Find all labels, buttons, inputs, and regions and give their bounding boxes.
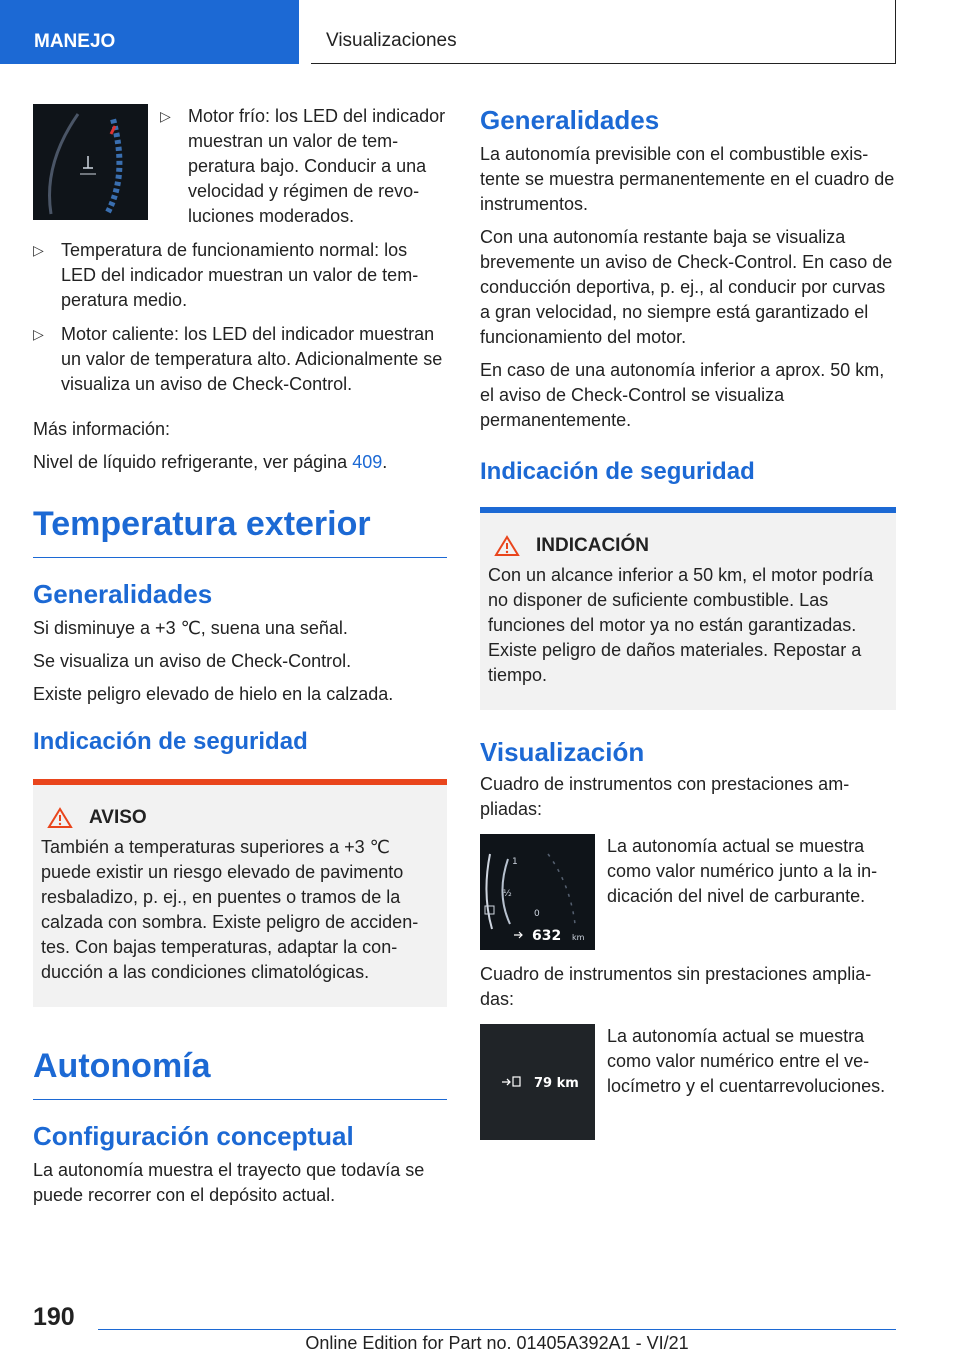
bullet-hot-engine: ▷ Motor caliente: los LED del indicador muestran un valor de temperatura alto. Adicionalmente se visualiza un aviso de Check-Control.	[33, 324, 443, 394]
general-paragraph-3: En caso de una autonomía inferior a aprox. 50 km, el aviso de Check-Control se visualiza permanentemente.	[480, 360, 885, 430]
chapter-tab: Visualizaciones	[311, 0, 896, 64]
page-number: 190	[33, 1303, 75, 1331]
extended-cluster-image	[480, 834, 595, 950]
section-tab: MANEJO	[0, 0, 299, 64]
subsection-title-safety-right: Indicación de seguridad	[480, 458, 755, 485]
subsection-title-safety: Indicación de seguridad	[33, 728, 308, 755]
range-unit: km	[572, 933, 585, 942]
temp-paragraph-3: Existe peligro elevado de hielo en la calzada.	[33, 684, 394, 704]
section-title-exterior-temp: Temperatura exterior	[33, 503, 447, 558]
extended-cluster-intro: Cuadro de instrumentos con prestaciones ampliadas:	[480, 774, 850, 819]
footer-edition: Online Edition for Part no. 01405A392A1 - VI/21	[305, 1333, 689, 1353]
left-column	[33, 104, 447, 1208]
page-link-409[interactable]: 409	[352, 452, 383, 472]
range-value-basic: 79 km	[534, 1076, 579, 1091]
section-title-range: Autonomía	[33, 1045, 447, 1100]
note-text: Con un alcance inferior a 50 km, el motor podría no disponer de suficiente combustible. Las funciones del motor ya no están garantizadas. Existe peligro de daños materiales. Repostar a tiempo.	[488, 565, 874, 685]
temp-paragraph-1: Si disminuye a +3 ℃, suena una señal.	[33, 618, 348, 638]
gauge-half-mark: ½	[503, 889, 512, 899]
warning-triangle-icon	[47, 807, 73, 829]
bullet-normal-temp: ▷ Temperatura de funcionamiento normal: los LED del indicador muestran un valor de temperatura medio.	[33, 240, 419, 310]
triangle-bullet-icon: ▷	[33, 326, 44, 342]
general-paragraph-1: La autonomía previsible con el combustible existente se muestra permanentemente en el cuadro de instrumentos.	[480, 144, 895, 214]
gauge-full-mark: 1	[512, 857, 518, 867]
subsection-title-general-right: Generalidades	[480, 105, 660, 135]
subsection-title-general: Generalidades	[33, 579, 213, 609]
bullet-cold-engine: ▷ Motor frío: los LED del indicador muestran un valor de temperatura bajo. Conducir a una velocidad y régimen de revoluciones moderados.	[160, 106, 446, 226]
more-info-label: Más información:	[33, 419, 171, 439]
basic-cluster-image	[480, 1024, 595, 1140]
extended-cluster-text: La autonomía actual se muestra como valor numérico junto a la indicación del nivel de carburante.	[607, 836, 878, 906]
concept-text: La autonomía muestra el trayecto que todavía se puede recorrer con el depósito actual.	[33, 1160, 425, 1205]
coolant-reference: Nivel de líquido refrigerante, ver página 409.	[33, 452, 388, 472]
note-label: INDICACIÓN	[536, 535, 649, 556]
temperature-gauge-image	[33, 104, 148, 220]
subsection-title-concept: Configuración conceptual	[33, 1121, 354, 1151]
basic-cluster-intro: Cuadro de instrumentos sin prestaciones ampliadas:	[480, 964, 872, 1009]
triangle-bullet-icon: ▷	[160, 108, 171, 124]
right-column	[480, 104, 896, 1140]
warning-label: AVISO	[89, 807, 147, 828]
warning-triangle-icon	[494, 535, 520, 557]
gauge-empty-mark: 0	[534, 909, 540, 919]
triangle-bullet-icon: ▷	[33, 242, 44, 258]
note-box	[480, 507, 896, 710]
warning-box	[33, 779, 447, 1007]
general-paragraph-2: Con una autonomía restante baja se visualiza brevemente un aviso de Check-Control. En caso de conducción deportiva, p. ej., al conducir por curvas a gran velocidad, no siempre está garantizado el funcionamiento del motor.	[480, 227, 893, 347]
temp-paragraph-2: Se visualiza un aviso de Check-Control.	[33, 651, 352, 671]
range-value: 632	[532, 928, 562, 944]
basic-cluster-text: La autonomía actual se muestra como valor numérico entre el velocímetro y el cuentarrevoluciones.	[607, 1026, 886, 1096]
warning-text: También a temperaturas superiores a +3 ℃ puede existir un riesgo elevado de pavimento resbaladizo, p. ej., en puentes o tramos de la calzada con sombra. Existe peligro de accidentes. Con bajas temperaturas, adaptar la conducción a las condiciones climatológicas.	[41, 837, 419, 982]
subsection-title-display: Visualización	[480, 737, 645, 767]
footer-divider	[98, 1329, 896, 1330]
